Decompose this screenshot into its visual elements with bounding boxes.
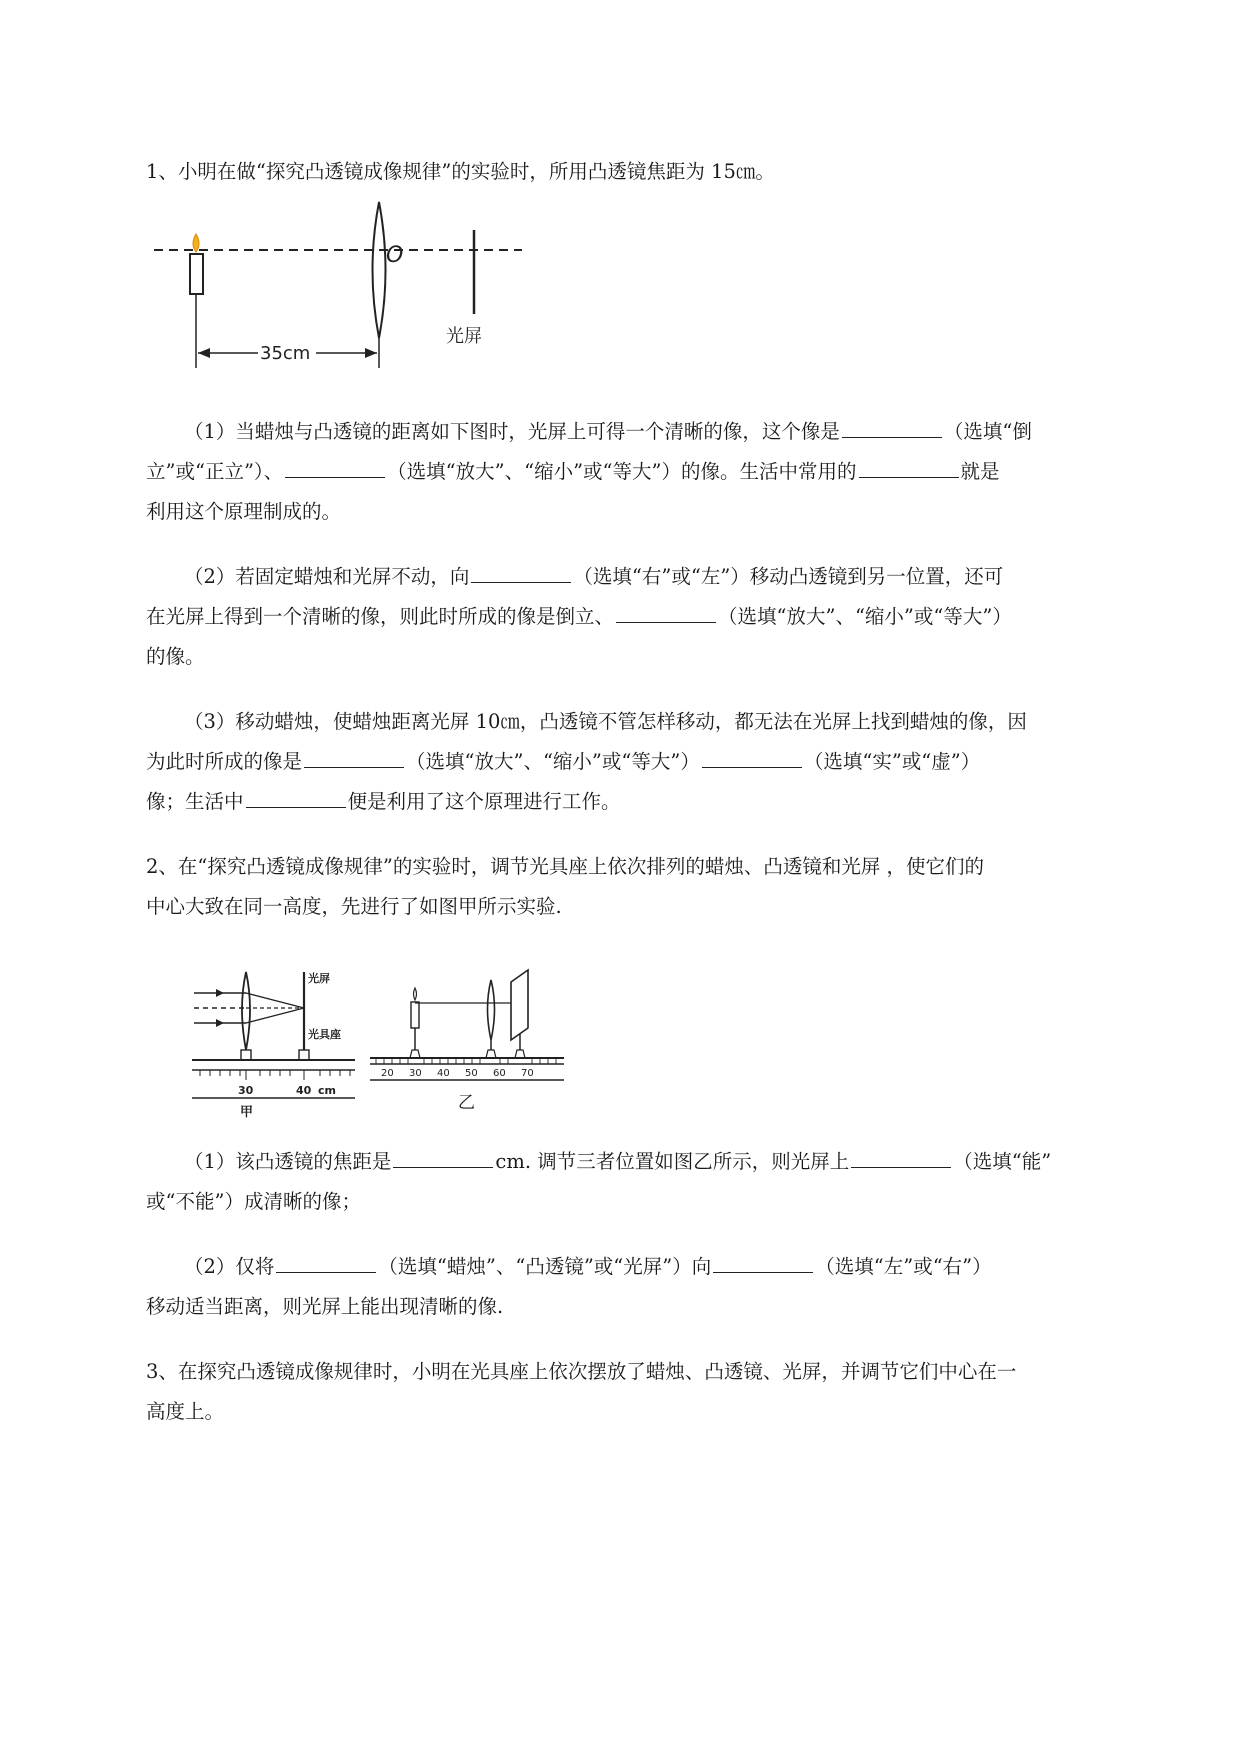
answer-blank[interactable] bbox=[393, 1166, 493, 1168]
q1-p1-line2: 立”或“正立”）、 （选填“放大”、“缩小”或“等大”）的像。生活中常用的 就是 bbox=[146, 460, 1000, 483]
jia-bench-label: 光具座 bbox=[308, 1028, 341, 1041]
jia-screen-label: 光屏 bbox=[308, 972, 330, 985]
answer-blank[interactable] bbox=[304, 766, 404, 768]
q3-stem-line2: 高度上。 bbox=[146, 1400, 225, 1423]
q1-p3-line1: （3）移动蜡烛，使蜡烛距离光屏 10㎝，凸透镜不管怎样移动，都无法在光屏上找到蜡烛的像，因 bbox=[184, 710, 1027, 733]
jia-caption: 甲 bbox=[240, 1105, 254, 1118]
q1-p2-line3: 的像。 bbox=[146, 645, 205, 668]
yi-tick-70: 70 bbox=[521, 1068, 534, 1079]
q1-distance-label: 35cm bbox=[260, 343, 311, 364]
q1-lens-label: O bbox=[386, 243, 404, 268]
q1-p1-line3: 利用这个原理制成的。 bbox=[146, 500, 342, 523]
answer-blank[interactable] bbox=[616, 621, 716, 623]
answer-blank[interactable] bbox=[702, 766, 802, 768]
answer-blank[interactable] bbox=[276, 1271, 376, 1273]
answer-blank[interactable] bbox=[859, 476, 959, 478]
q2-p2-line1: （2）仅将 （选填“蜡烛”、“凸透镜”或“光屏”）向 （选填“左”或“右”） bbox=[184, 1255, 992, 1278]
answer-blank[interactable] bbox=[285, 476, 385, 478]
yi-tick-50: 50 bbox=[465, 1068, 478, 1079]
yi-tick-20: 20 bbox=[381, 1068, 394, 1079]
yi-tick-40: 40 bbox=[437, 1068, 450, 1079]
jia-tick-30: 30 bbox=[238, 1084, 254, 1097]
q1-figure bbox=[150, 198, 530, 373]
answer-blank[interactable] bbox=[246, 806, 346, 808]
jia-unit: cm bbox=[318, 1084, 336, 1097]
q2-p1-line2: 或“不能”）成清晰的像； bbox=[146, 1190, 361, 1213]
q1-p1-line1: （1）当蜡烛与凸透镜的距离如下图时，光屏上可得一个清晰的像，这个像是 （选填“倒 bbox=[184, 420, 1032, 443]
yi-tick-60: 60 bbox=[493, 1068, 506, 1079]
q2-stem-line2: 中心大致在同一高度，先进行了如图甲所示实验. bbox=[146, 895, 562, 918]
q1-p3-line2: 为此时所成的像是 （选填“放大”、“缩小”或“等大”） （选填“实”或“虚”） bbox=[146, 750, 981, 773]
jia-tick-40: 40 bbox=[296, 1084, 312, 1097]
yi-tick-30: 30 bbox=[409, 1068, 422, 1079]
q1-p3-line3: 像；生活中 便是利用了这个原理进行工作。 bbox=[146, 790, 621, 813]
q2-p1-line1: （1）该凸透镜的焦距是 cm. 调节三者位置如图乙所示，则光屏上 （选填“能” bbox=[184, 1150, 1052, 1173]
q2-stem-line1: 2、在“探究凸透镜成像规律”的实验时，调节光具座上依次排列的蜡烛、凸透镜和光屏 ，使它们的 bbox=[146, 855, 985, 878]
yi-caption: 乙 bbox=[458, 1093, 475, 1113]
answer-blank[interactable] bbox=[713, 1271, 813, 1273]
q3-stem-line1: 3、在探究凸透镜成像规律时，小明在光具座上依次摆放了蜡烛、凸透镜、光屏，并调节它们中心在一 bbox=[146, 1360, 1017, 1383]
q2-figure-jia bbox=[190, 958, 360, 1118]
answer-blank[interactable] bbox=[851, 1166, 951, 1168]
q1-p2-line1: （2）若固定蜡烛和光屏不动，向 （选填“右”或“左”）移动凸透镜到另一位置，还可 bbox=[184, 565, 1004, 588]
q2-figure-yi bbox=[368, 958, 568, 1118]
q1-p2-line2: 在光屏上得到一个清晰的像，则此时所成的像是倒立、 （选填“放大”、“缩小”或“等大”） bbox=[146, 605, 1012, 628]
answer-blank[interactable] bbox=[471, 581, 571, 583]
q2-p2-line2: 移动适当距离，则光屏上能出现清晰的像. bbox=[146, 1295, 504, 1318]
answer-blank[interactable] bbox=[842, 436, 942, 438]
q1-screen-label: 光屏 bbox=[446, 326, 482, 347]
q1-stem: 1、小明在做“探究凸透镜成像规律”的实验时，所用凸透镜焦距为 15㎝。 bbox=[146, 160, 775, 183]
